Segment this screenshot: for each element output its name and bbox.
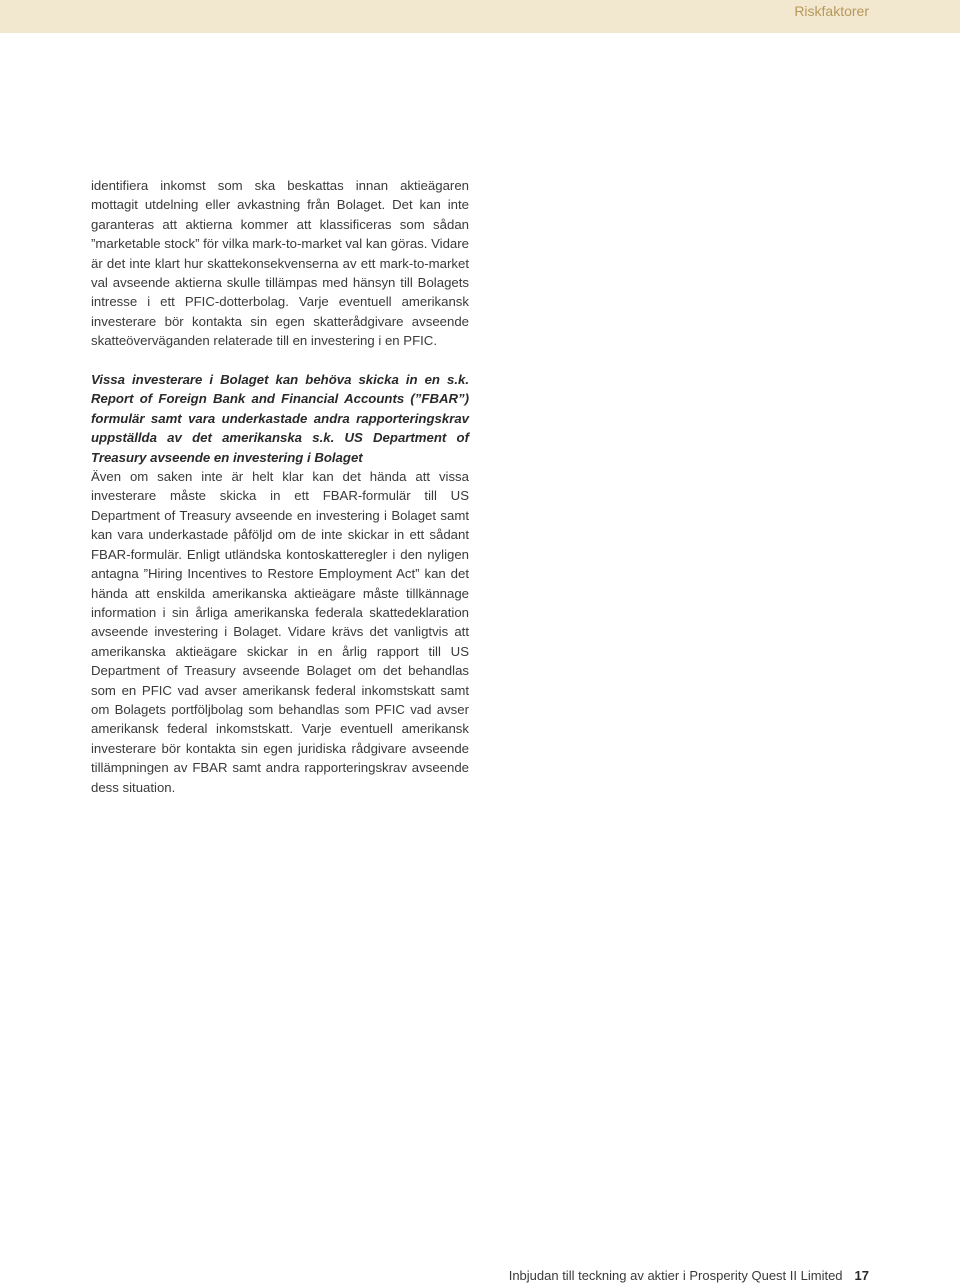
section-heading: Vissa investerare i Bolaget kan behöva skicka in en s.k. Report of Foreign Bank and Financial Accounts (”FBAR”) formulär samt vara underkastade andra rapporteringskrav uppställda av det amerikanska s.k. US Department of Treasury avseende en investering i Bolaget	[91, 372, 469, 465]
page-footer	[509, 1268, 869, 1284]
body-paragraph: Även om saken inte är helt klar kan det hända att vissa investerare måste skicka in ett FBAR-formulär till US Department of Treasury avseende en investering i Bolaget samt kan vara underkastade påföljd om de inte skickar in ett sådant FBAR-formulär. Enligt utländska kontoskatteregler i den nyligen antagna ”Hiring Incentives to Restore Employment Act” kan det hända att enskilda amerikanska aktieägare måste tillkännage information i sin årliga amerikanska federala skattedeklaration avseende investering i Bolaget. Vidare krävs det vanligtvis att amerikanska aktieägare skickar in en årlig rapport till US Department of Treasury avseende Bolaget om det behandlas som en PFIC vad avser amerikansk federal inkomstskatt samt om Bolagets portföljbolag som behandlas som PFIC vad avser amerikansk federal inkomstskatt. Varje eventuell amerikansk investerare bör kontakta sin egen juridiska rådgivare avseende tillämpningen av FBAR samt andra rapporteringskrav avseende dess situation.	[91, 469, 469, 795]
text-column	[91, 176, 469, 797]
body-paragraph: identifiera inkomst som ska beskattas innan aktieägaren mottagit utdelning eller avkastning från Bolaget. Det kan inte garanteras att aktierna kommer att klassificeras som sådan ”marketable stock” för vilka mark-to-market val kan göras. Vidare är det inte klart hur skattekonsekvenserna av ett mark-to-market val avseende aktierna skulle tillämpas med hänsyn till Bolagets intresse i ett PFIC-dotterbolag. Varje eventuell amerikansk investerare bör kontakta sin egen skatterådgivare avseende skatteöverväganden relaterade till en investering i en PFIC.	[91, 178, 469, 349]
section-label: Riskfaktorer	[794, 3, 869, 19]
page-number: 17	[854, 1268, 869, 1283]
publication-title: Inbjudan till teckning av aktier i Prosperity Quest II Limited	[508, 1268, 843, 1283]
